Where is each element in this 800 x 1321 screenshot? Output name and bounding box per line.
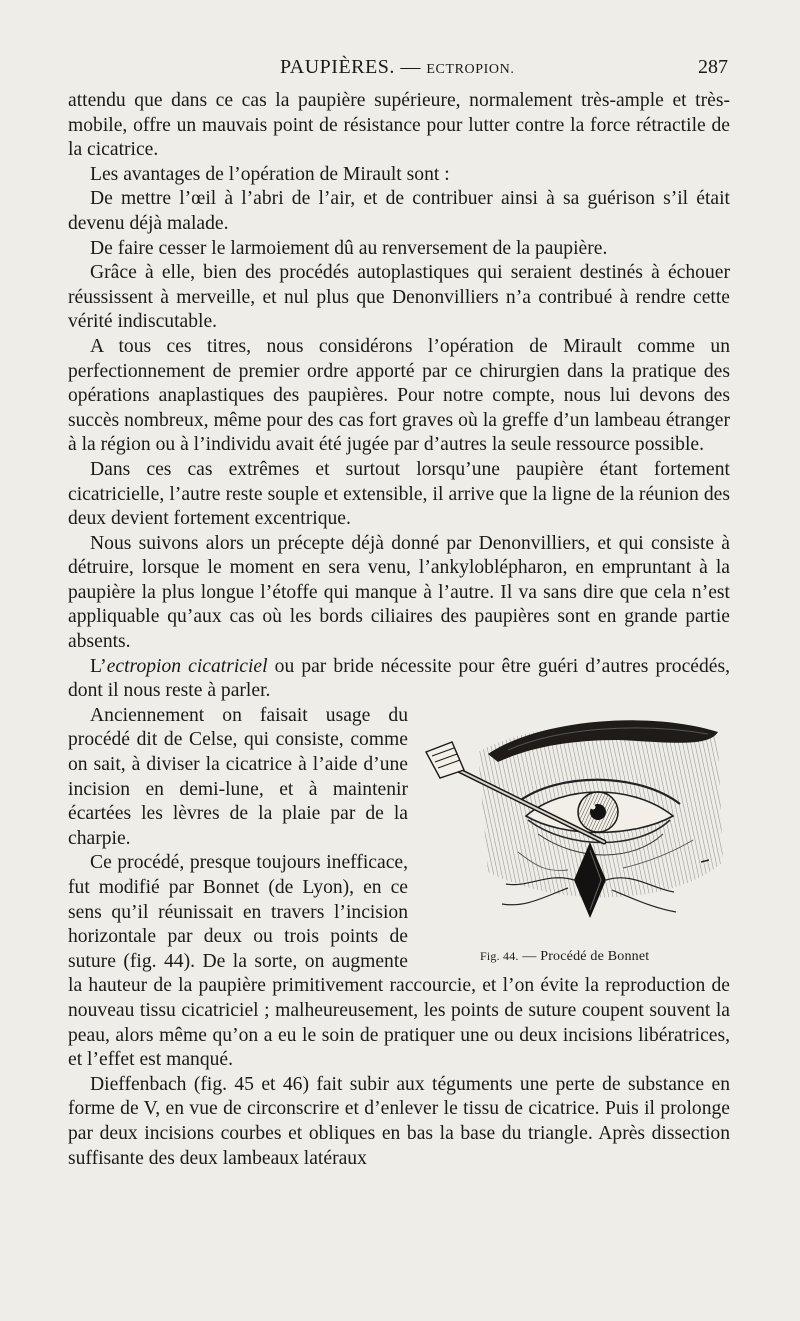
running-header	[68, 56, 730, 84]
paragraph-8: Nous suivons alors un précepte déjà donné par Denonvilliers, et qui consiste à détruire, lorsque le moment en sera venu, l’ankyloblépharon, en empruntant à la paupière la plus longue l’étoffe qui manque à l’autre. Il va sans dire que cela n’est appliquable qu’aux cas où les bords ciliaires des paupières sont en grande partie absents.	[68, 532, 730, 653]
running-title	[280, 56, 514, 79]
paragraph-9-italic: ectropion cicatriciel	[106, 655, 268, 677]
paragraph-9	[68, 655, 730, 704]
paragraph-7: Dans ces cas extrêmes et surtout lorsqu’une paupière étant fortement cicatricielle, l’autre reste souple et extensible, il arrive que la ligne de la réunion des deux devient fortement excentrique.	[68, 458, 730, 530]
page-body	[68, 89, 730, 1171]
figure-44	[418, 712, 736, 964]
running-title-sub: ECTROPION.	[426, 62, 515, 77]
running-title-main: PAUPIÈRES. —	[280, 56, 421, 78]
paragraph-12: Dieffenbach (fig. 45 et 46) fait subir aux téguments une perte de substance en forme de V, en vue de circonscrire et d’enlever le tissu de cicatrice. Puis il prolonge par deux incisions courbes et obliques en bas la base du triangle. Après dissection suffisante des deux lambeaux latéraux	[68, 1073, 730, 1169]
paragraph-6: A tous ces titres, nous considérons l’opération de Mirault comme un perfectionnement de premier ordre apporté par ce chirurgien dans la pratique des opérations anaplastiques des paupières. Pour notre compte, nous lui devons des succès nombreux, même pour des cas fort graves où la greffe d’un lambeau étranger à la région ou à l’individu avait été jugée par d’autres la seule ressource possible.	[68, 335, 730, 456]
paragraph-10: Anciennement on faisait usage du procédé dit de Celse, qui consiste, comme on sait, à diviser la cicatrice à l’aide d’une incision en demi-lune, et à maintenir écartées les lèvres de la plaie par de la charpie.	[68, 704, 408, 849]
paragraph-2: Les avantages de l’opération de Mirault sont :	[90, 163, 450, 185]
paragraph-11: Ce procédé, presque toujours inefficace, fut modifié par Bonnet (de Lyon), en ce sens qu’il réunissait en travers l’incision horizontale par deux ou trois points de suture (fig. 44). De la sorte, on augmente la hauteur de la paupière primitivement raccourcie, et l’on évite la reproduction de nouveau tissu cicatriciel ; malheureusement, les points de suture coupent souvent la peau, alors même qu’on a eu le soin de pratiquer une ou deux incisions libératrices, et l’effet est manqué.	[68, 852, 730, 1071]
eye-engraving-illustration	[418, 712, 736, 940]
figure-caption-label: Fig. 44.	[480, 948, 519, 963]
figure-caption	[480, 944, 649, 970]
page-number: 287	[698, 56, 728, 78]
figure-wrap-area	[68, 704, 730, 1073]
paragraph-9-lead: L’	[90, 655, 107, 677]
paragraph-9-rest: ou par bride nécessite pour être guéri d’autres procédés, dont il nous reste à parler.	[68, 655, 730, 702]
paragraph-4: De faire cesser le larmoiement dû au renversement de la paupière.	[90, 237, 608, 259]
paragraph-5: Grâce à elle, bien des procédés autoplastiques qui seraient destinés à échouer réussissent à merveille, et nul plus que Denonvilliers n’a contribué à rendre cette vérité indiscutable.	[68, 262, 730, 333]
paragraph-3: De mettre l’œil à l’abri de l’air, et de contribuer ainsi à sa guérison s’il était devenu déjà malade.	[68, 188, 730, 234]
paragraph-1: attendu que dans ce cas la paupière supérieure, normalement très-ample et très-mobile, offre un mauvais point de résistance pour lutter contre la force rétractile de la cicatrice.	[68, 90, 730, 161]
figure-caption-text: — Procédé de Bonnet	[522, 948, 650, 964]
